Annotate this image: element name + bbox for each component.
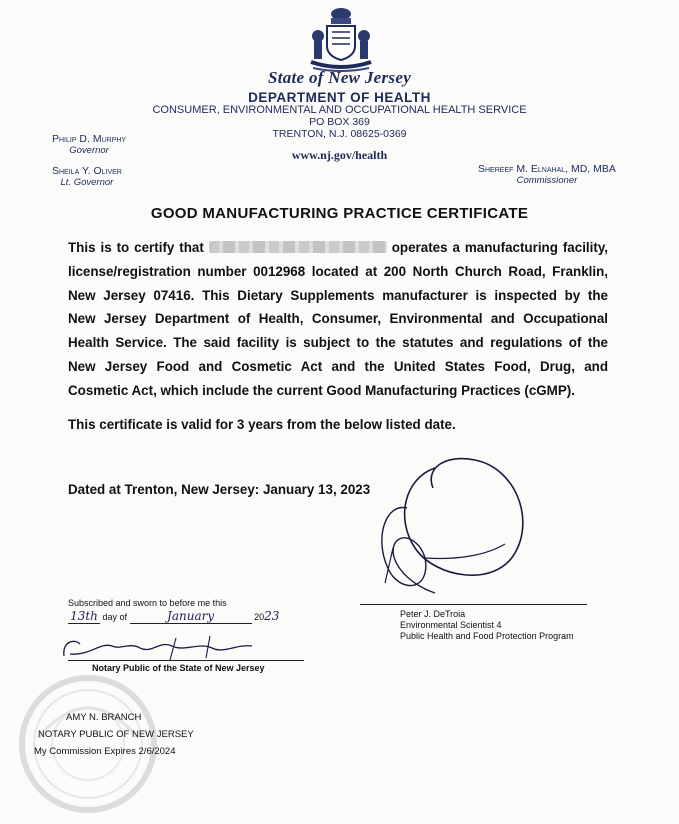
state-seal-icon: [305, 4, 377, 72]
lt-governor-block: [52, 165, 122, 189]
lt-governor-title: Lt. Governor: [60, 177, 114, 188]
notary-name: AMY N. BRANCH: [66, 712, 142, 723]
certificate-title: GOOD MANUFACTURING PRACTICE CERTIFICATE: [150, 205, 529, 222]
notary-expiration: My Commission Expires 2/6/2024: [34, 746, 176, 757]
commissioner-title: Commissioner: [516, 175, 578, 186]
commissioner-block: [478, 163, 616, 187]
sworn-statement: Subscribed and sworn to before me this: [68, 598, 227, 608]
state-title: State of New Jersey: [267, 68, 412, 87]
signatory-name: Peter J. DeTroia: [400, 609, 466, 619]
lt-governor-name: Sheila Y. Oliver: [52, 165, 122, 177]
redacted-company-name: [209, 241, 387, 253]
handwritten-year: 23: [264, 609, 280, 623]
year-prefix: 20: [254, 612, 265, 622]
day-of-label: day of: [102, 612, 128, 622]
body-line-1: This is to certify that operates a manufacturing facility,: [68, 240, 608, 255]
notary-stamp-text: [34, 706, 194, 763]
po-box: PO BOX 369: [309, 116, 370, 128]
notary-office: NOTARY PUBLIC OF NEW JERSEY: [38, 729, 194, 740]
notary-signature-line: [68, 660, 304, 661]
body-line-2: license/registration number 0012968 located at 200 North Church Road, Franklin,: [68, 263, 608, 279]
department-name: DEPARTMENT OF HEALTH: [248, 90, 431, 105]
notary-label: Notary Public of the State of New Jersey: [92, 663, 265, 673]
dated-statement: Dated at Trenton, New Jersey: January 13, 2023: [68, 482, 371, 497]
handwritten-day: 13th: [68, 609, 100, 624]
governor-title: Governor: [69, 145, 109, 156]
governor-name: Philip D. Murphy: [52, 133, 127, 145]
commissioner-name: Shereef M. Elnahal, MD, MBA: [478, 163, 616, 175]
body-line-6: New Jersey Food and Cosmetic Act and the United States Food, Drug, and: [68, 358, 608, 374]
notary-date-line: [68, 609, 279, 624]
signatory-title: Environmental Scientist 4: [400, 620, 502, 630]
body-line-3: New Jersey 07416. This Dietary Supplements manufacturer is inspected by the: [68, 287, 608, 303]
validity-statement: This certificate is valid for 3 years from the below listed date.: [68, 417, 456, 432]
signature-line: [360, 604, 587, 605]
body-line-4: New Jersey Department of Health, Consumer, Environmental and Occupational: [68, 311, 608, 327]
service-name: CONSUMER, ENVIRONMENTAL AND OCCUPATIONAL HEALTH SERVICE: [152, 104, 527, 116]
body-line-5: Health Service. The said facility is subject to the statutes and regulations of the: [68, 335, 608, 351]
city-address: TRENTON, N.J. 08625-0369: [272, 128, 407, 140]
website-link[interactable]: www.nj.gov/health: [291, 148, 388, 162]
signatory-program: Public Health and Food Protection Program: [400, 631, 574, 641]
signatory-block: [400, 609, 574, 642]
inspector-signature: [365, 448, 535, 608]
certificate-body: [68, 236, 608, 403]
governor-block: [52, 133, 126, 157]
body-line-7: Cosmetic Act, which include the current Good Manufacturing Practices (cGMP).: [68, 382, 575, 398]
handwritten-month: January: [130, 609, 252, 624]
